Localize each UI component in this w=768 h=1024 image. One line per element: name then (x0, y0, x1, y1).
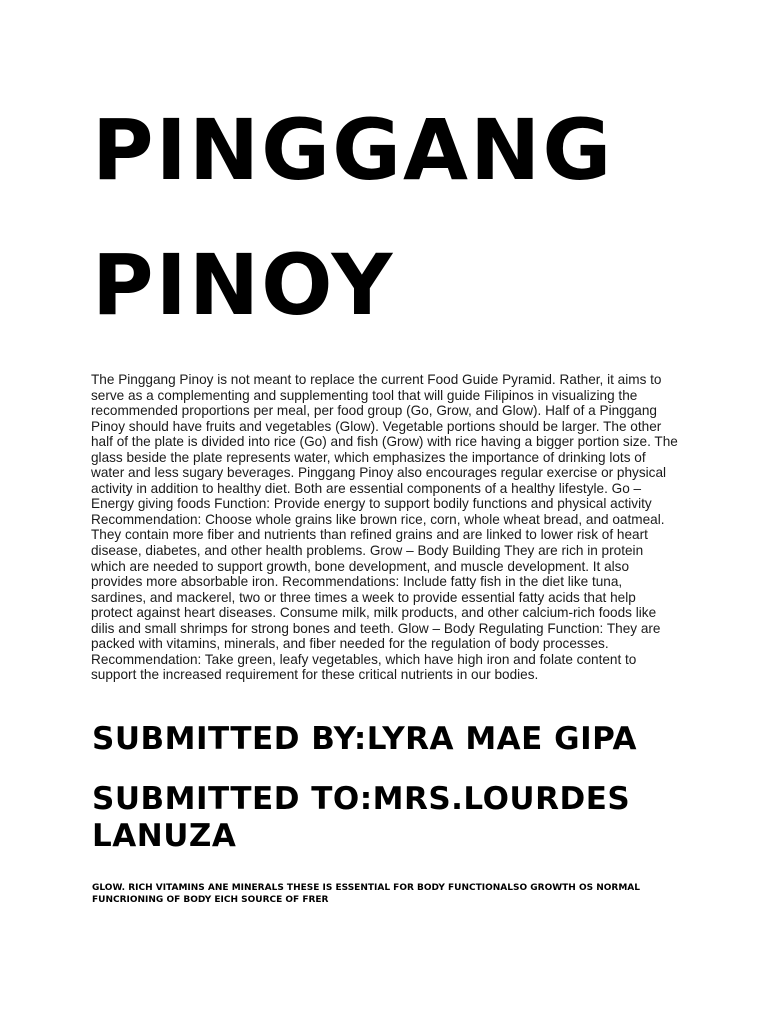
document-title-line-2: PINOY (92, 236, 395, 334)
document-title-line-1: PINGGANG (92, 101, 614, 199)
submitted-by-heading: SUBMITTED BY:LYRA MAE GIPA (92, 721, 637, 757)
body-paragraph: The Pinggang Pinoy is not meant to replace the current Food Guide Pyramid. Rather, it aims to serve as a complementing and supplementing tool that will guide Filipinos in visualizing the recommended proportions per meal, per food group (Go, Grow, and Glow). Half of a Pinggang Pinoy should have fruits and vegetables (Glow). Vegetable portions should be larger. The other half of the plate is divided into rice (Go) and fish (Grow) with rice having a bigger portion size. The glass beside the plate represents water, which emphasizes the importance of drinking lots of water and less sugary beverages. Pinggang Pinoy also encourages regular exercise or physical activity in addition to healthy diet. Both are essential components of a healthy lifestyle. Go – Energy giving foods Function: Provide energy to support bodily functions and physical activity Recommendation: Choose whole grains like brown rice, corn, whole wheat bread, and oatmeal. They contain more fiber and nutrients than refined grains and are linked to lower risk of heart disease, diabetes, and other health problems. Grow – Body Building They are rich in protein which are needed to support growth, bone development, and muscle development. It also provides more absorbable iron. Recommendations: Include fatty fish in the diet like tuna, sardines, and mackerel, two or three times a week to provide essential fatty acids that help protect against heart diseases. Consume milk, milk products, and other calcium-rich foods like dilis and small shrimps for strong bones and teeth. Glow – Body Regulating Function: They are packed with vitamins, minerals, and fiber needed for the regulation of body processes. Recommendation: Take green, leafy vegetables, which have high iron and folate content to support the increased requirement for these critical nutrients in our bodies. (91, 372, 678, 683)
submitted-to-heading: SUBMITTED TO:MRS.LOURDES LANUZA (92, 781, 631, 855)
footnote-text: GLOW. RICH VITAMINS ANE MINERALS THESE IS ESSENTIAL FOR BODY FUNCTIONALSO GROWTH OS NORMAL FUNCRIONING OF BODY EICH SOURCE OF FRER (92, 883, 640, 905)
